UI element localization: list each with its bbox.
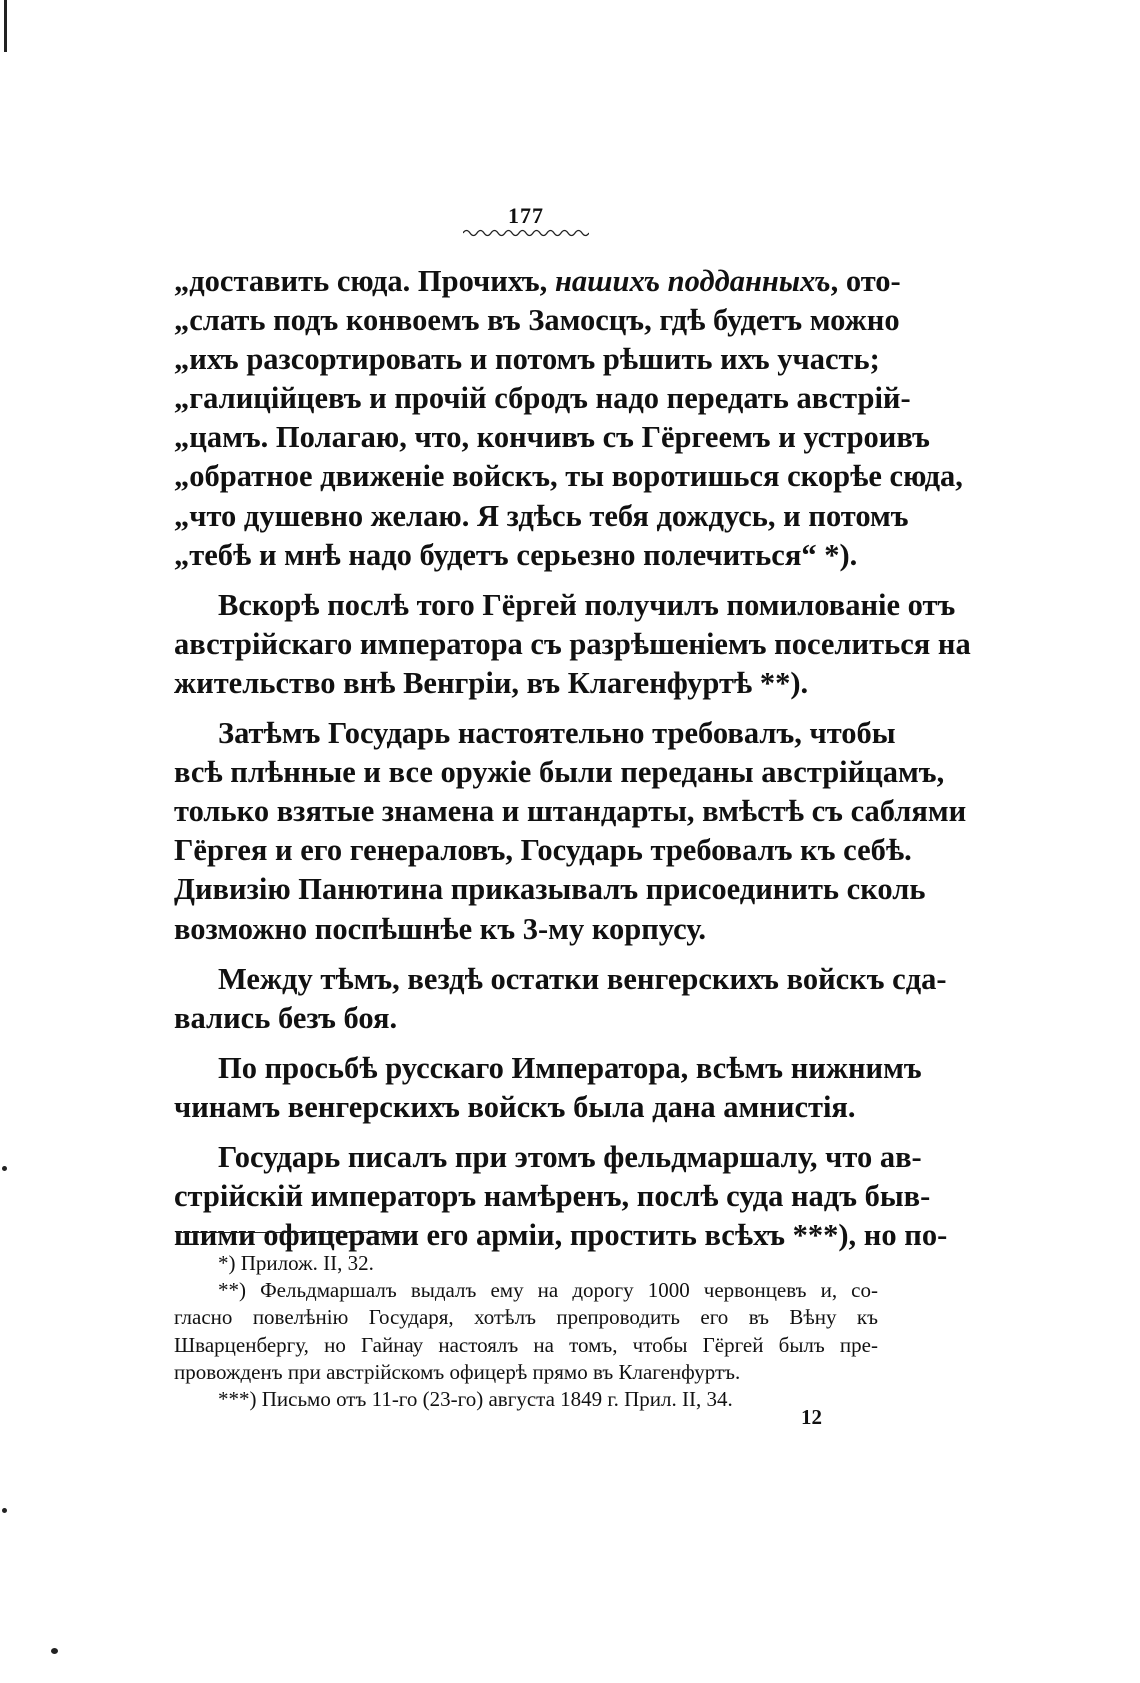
text-line: [174, 1177, 931, 1216]
emphasis-text: нашихъ подданныхъ: [554, 264, 831, 298]
footnotes: [174, 1250, 878, 1413]
footnote: [174, 1250, 878, 1277]
text-line: [174, 418, 930, 457]
text-segment: „доставить сюда. Прочихъ,: [174, 264, 555, 298]
text-segment: Дивизiю Панютина приказывалъ присоединить сколь: [174, 872, 926, 907]
scan-dot: [2, 1166, 7, 1171]
text-line: [174, 714, 896, 753]
scan-dot: [51, 1648, 58, 1654]
text-line: [174, 262, 901, 301]
text-line: [174, 910, 876, 949]
footnote-line: Шварценбергу, но Гайнау настоялъ на томъ, чтобы Гёргей былъ пре-: [174, 1332, 878, 1357]
text-line: [174, 625, 971, 664]
paragraph: [174, 1138, 948, 1255]
text-line: [174, 870, 926, 909]
text-segment: „цамъ. Полагаю, что, кончивъ съ Гёргеемъ и устроивъ: [174, 420, 930, 455]
text-segment: Вскорѣ послѣ того Гёргей получилъ помилованiе отъ: [218, 587, 956, 622]
text-line: [174, 960, 947, 999]
paragraph: [174, 960, 947, 1038]
text-segment: вались безъ боя.: [174, 1000, 398, 1035]
text-line: [174, 664, 876, 703]
wavy-rule: [463, 228, 589, 238]
text-segment: Гёргея и его генераловъ, Государь требовалъ къ себѣ.: [174, 833, 912, 868]
body-text: [174, 262, 971, 1255]
text-segment: Затѣмъ Государь настоятельно требовалъ, чтобы: [218, 716, 896, 751]
scan-edge-mark: [4, 0, 7, 52]
text-line: [174, 536, 876, 575]
footnote-line: *) Прилож. II, 32.: [218, 1251, 374, 1275]
text-segment: шими офицерами его армiи, простить всѣхъ ***), но по-: [174, 1218, 948, 1253]
footnote-line: гласно повелѣнiю Государя, хотѣлъ препроводить его въ Вѣну къ: [174, 1305, 878, 1330]
text-segment: возможно поспѣшнѣе къ 3-му корпусу.: [174, 911, 707, 946]
paragraph: [174, 586, 971, 703]
text-segment: австрiйскаго императора съ разрѣшенiемъ поселиться на: [174, 626, 971, 661]
text-segment: всѣ плѣнные и все оружiе были переданы австрiйцамъ,: [174, 755, 945, 790]
paragraph: [174, 1049, 922, 1127]
text-segment: „галицiйцевъ и прочiй сбродъ надо передать австрiй-: [174, 381, 911, 416]
text-line: [174, 999, 876, 1038]
text-segment: только взятые знамена и штандарты, вмѣстѣ съ саблями: [174, 794, 967, 829]
text-segment: жительство внѣ Венгрiи, въ Клагенфуртѣ **).: [174, 665, 809, 700]
text-line: [174, 301, 900, 340]
text-segment: „ихъ разсортировать и потомъ рѣшить ихъ участь;: [174, 342, 880, 377]
text-segment: „что душевно желаю. Я здѣсь тебя дождусь, и потомъ: [174, 498, 909, 533]
text-segment: „обратное движенiе войскъ, ты воротишься скорѣе сюда,: [174, 459, 963, 494]
text-line: [174, 1049, 922, 1088]
text-line: [174, 457, 963, 496]
footnote: [174, 1277, 878, 1386]
paragraph: [174, 714, 967, 949]
text-segment: , ото-: [830, 264, 901, 298]
text-segment: чинамъ венгерскихъ войскъ была дана амнистiя.: [174, 1089, 856, 1124]
text-line: [174, 792, 967, 831]
text-segment: Государь писалъ при этомъ фельдмаршалу, что ав-: [218, 1139, 922, 1174]
text-line: [174, 586, 956, 625]
text-line: [174, 497, 909, 536]
text-line: [174, 1138, 922, 1177]
signature-mark: 12: [801, 1405, 822, 1429]
footnote: [174, 1386, 878, 1413]
footnote-rule: [176, 1232, 408, 1233]
footnote-line: провожденъ при австрiйскомъ офицерѣ прямо въ Клагенфуртъ.: [174, 1359, 741, 1384]
text-line: [174, 1088, 876, 1127]
footnote-line: ***) Письмо отъ 11-го (23-го) августа 1849 г. Прил. II, 34.: [218, 1386, 733, 1411]
text-line: [174, 753, 945, 792]
text-segment: „слать подъ конвоемъ въ Замосцъ, гдѣ будетъ можно: [174, 303, 900, 338]
text-segment: Между тѣмъ, вездѣ остатки венгерскихъ войскъ сда-: [218, 961, 947, 996]
footnote-line: **) Фельдмаршалъ выдалъ ему на дорогу 1000 червонцевъ и, со-: [218, 1278, 878, 1303]
scan-dot: [2, 1508, 7, 1513]
text-segment: По просьбѣ русскаго Императора, всѣмъ нижнимъ: [218, 1050, 922, 1085]
text-segment: „тебѣ и мнѣ надо будетъ серьезно полечиться“ *).: [174, 537, 858, 572]
paragraph: [174, 262, 963, 575]
text-line: [174, 340, 880, 379]
text-segment: стрiйскiй императоръ намѣренъ, послѣ суда надъ быв-: [174, 1179, 931, 1214]
text-line: [174, 379, 911, 418]
text-line: [174, 831, 912, 870]
page-number: 177: [508, 203, 544, 228]
